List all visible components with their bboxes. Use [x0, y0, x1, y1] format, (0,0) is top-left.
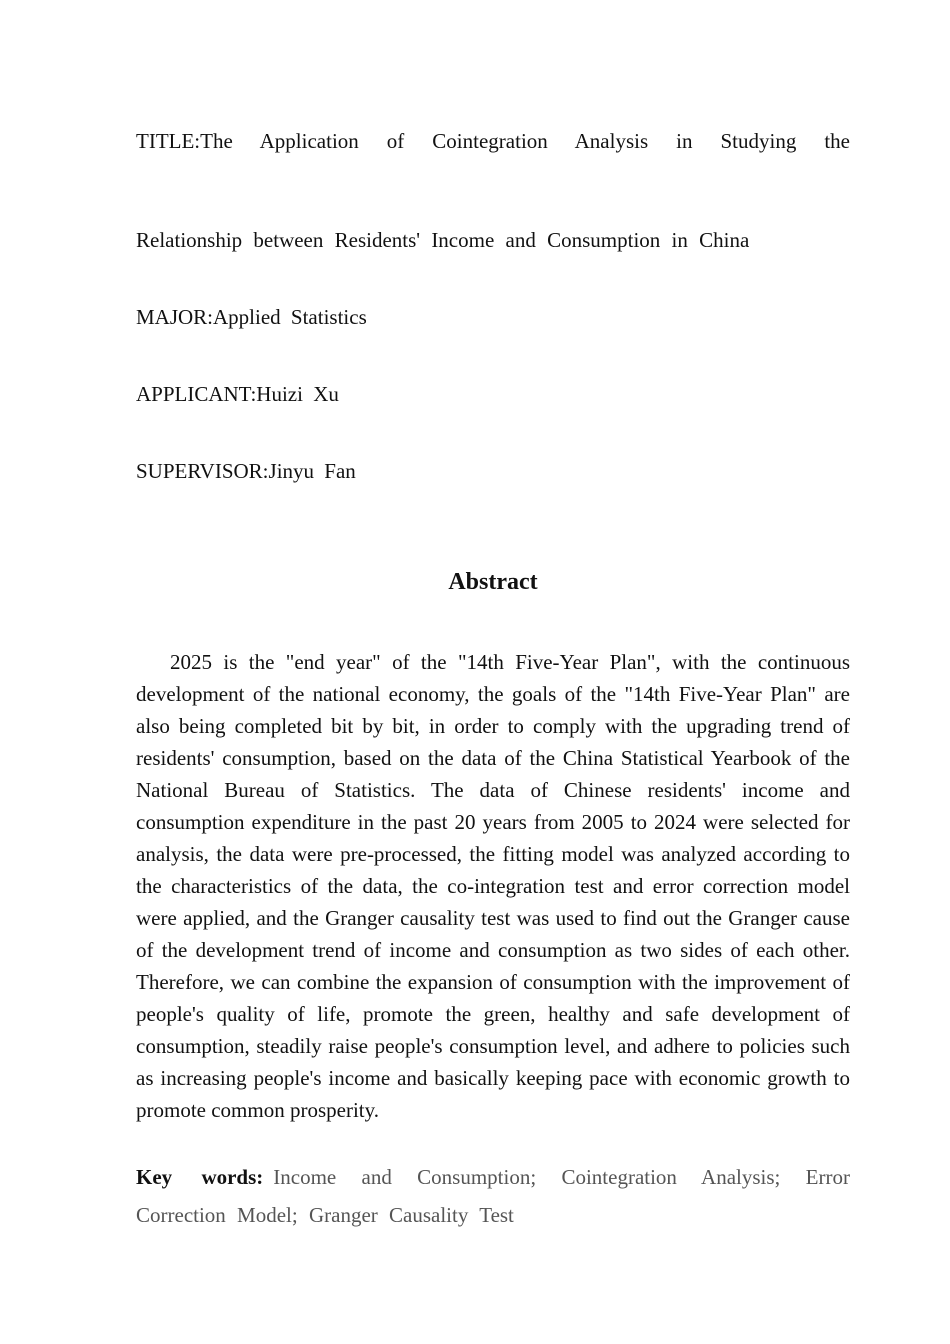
title-line-2: Relationship between Residents' Income and Consumption in China	[136, 228, 750, 252]
keywords-label: Key words	[136, 1165, 257, 1189]
keywords-paragraph	[136, 1158, 850, 1234]
major-line: MAJOR:Applied Statistics	[136, 305, 367, 329]
keywords-separator: :	[256, 1165, 264, 1189]
keywords-text: Income and Consumption; Cointegration Analysis; Error Correction Model; Granger Causality Test	[136, 1165, 850, 1227]
abstract-heading: Abstract	[448, 569, 538, 595]
abstract-paragraph: 2025 is the "end year" of the "14th Five-Year Plan", with the continuous development of the national economy, the goals of the "14th Five-Year Plan" are also being completed bit by bit, in order to comply with the upgrading trend of residents' consumption, based on the data of the China Statistical Yearbook of the National Bureau of Statistics. The data of Chinese residents' income and consumption expenditure in the past 20 years from 2005 to 2024 were selected for analysis, the data were pre-processed, the fitting model was analyzed according to the characteristics of the data, the co-integration test and error correction model were applied, and the Granger causality test was used to find out the Granger cause of the development trend of income and consumption as two sides of each other. Therefore, we can combine the expansion of consumption with the improvement of people's quality of life, promote the green, healthy and safe development of consumption, steadily raise people's consumption level, and adhere to policies such as increasing people's income and basically keeping pace with economic growth to promote common prosperity.	[136, 650, 850, 1122]
applicant-line: APPLICANT:Huizi Xu	[136, 382, 339, 406]
title-line-1: TITLE:The Application of Cointegration Analysis in Studying the	[136, 129, 850, 153]
supervisor-line: SUPERVISOR:Jinyu Fan	[136, 459, 356, 483]
